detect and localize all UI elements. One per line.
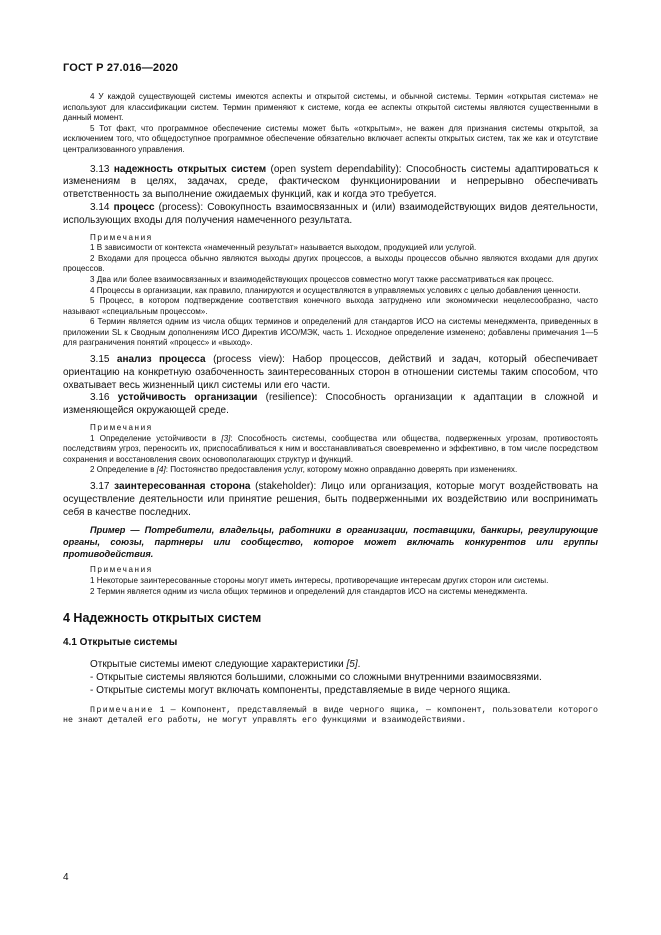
document-code: ГОСТ Р 27.016—2020	[63, 62, 179, 74]
note-paragraph: 4 У каждой существующей системы имеются аспекты и открытой системы, и обычной системы. Термин «открытая система» не используют для классификации систем. Термин применяют к системе, когда ее аспекты открытой системы являются существенными в данный момент.	[63, 92, 598, 123]
page-number: 4	[63, 872, 69, 883]
term-name: анализ процесса	[116, 354, 206, 366]
term-3-16	[63, 392, 598, 418]
note-paragraph: 4 Процессы в организации, как правило, планируются и осуществляются в управляемых условиях с целью добавления ценности.	[90, 285, 581, 295]
notes-heading: Примечания	[90, 565, 153, 575]
term-name: надежность открытых систем	[113, 163, 267, 175]
section-note	[63, 706, 598, 727]
term-3-15	[63, 354, 598, 392]
term-number: 3.16	[90, 392, 110, 404]
term-3-13	[63, 164, 598, 202]
reference-link: [5]	[346, 659, 358, 671]
term-name: устойчивость организации	[117, 392, 258, 404]
term-definition: (stakeholder): Лицо или организация, которые могут воздействовать на осуществление деятельности или принятие решения, быть подверженными их воздействию или воспринимать себя в качестве последних.	[63, 481, 598, 518]
term-number: 3.15	[90, 354, 110, 366]
note-paragraph: 2 Термин является одним из числа общих терминов и определений для стандартов ИСО на системы менеджмента.	[90, 586, 528, 596]
note-label: Примечание	[90, 705, 154, 715]
section-heading: 4 Надежность открытых систем	[63, 611, 262, 626]
notes-heading: Примечания	[90, 423, 153, 433]
note-text: 1 — Компонент, представляемый в виде черного ящика, — компонент, пользователи которого не знают деталей его работы, не могут управлять его функциями и взаимодействиями.	[63, 705, 598, 726]
term-3-14	[63, 202, 598, 228]
term-number: 3.14	[90, 201, 110, 213]
term-3-17	[63, 481, 598, 519]
note-paragraph: 6 Термин является одним из числа общих терминов и определений для стандартов ИСО на системы менеджмента, приведенных в приложении SL к Сводным дополнениям ИСО Директив ИСО/МЭК, часть 1. Исходное определение изменено; добавлены примечания 1—5 для разграничения понятий «процесс» и «выход».	[63, 317, 598, 348]
section-intro: Открытые системы имеют следующие характеристики [5].	[90, 659, 361, 671]
example-paragraph: Пример — Потребители, владельцы, работники в организации, поставщики, банкиры, регулирующие органы, союзы, партнеры или сообщество, которое может включать конкурентов или группы противодействия.	[63, 525, 598, 560]
note-paragraph: 2 Входами для процесса обычно являются выходы других процессов, а выходы процессов обычно являются входами для других процессов.	[63, 253, 598, 274]
note-paragraph: 3 Два или более взаимосвязанных и взаимодействующих процессов совместно могут также рассматриваться как процесс.	[90, 274, 554, 284]
term-definition: (open system dependability): Способность системы адаптироваться к изменениям в целях, задачах, среде, фактическом функционировании и непрерывно обеспечивать ответственность за выполнение ожидаемых функций, как и когда это требуется.	[63, 163, 599, 201]
term-name: заинтересованная сторона	[114, 481, 251, 493]
note-paragraph: 1 В зависимости от контекста «намеченный результат» называется выходом, продукцией или услугой.	[90, 243, 477, 253]
note-paragraph: 5 Процесс, в котором подтверждение соответствия конечного выхода затруднено или экономически нецелесообразно, часто называют «специальным процессом».	[63, 296, 598, 316]
list-item: - Открытые системы являются большими, сложными со сложными внутренними взаимосвязями.	[90, 672, 542, 683]
term-definition: (process): Совокупность взаимосвязанных и (или) взаимодействующих видов деятельности, использующих входы для получения намеченного результата.	[63, 201, 599, 226]
note-paragraph: 1 Некоторые заинтересованные стороны могут иметь интересы, противоречащие интересам других сторон или системы.	[90, 576, 549, 586]
note-paragraph: 5 Тот факт, что программное обеспечение системы может быть «открытым», не важен для признания системы открытой, за исключением того, что общедоступное программное обеспечение обязательно включает аспекты открытых систем, так же как и отсутствие централизованного управления.	[63, 123, 598, 154]
subsection-heading: 4.1 Открытые системы	[63, 637, 178, 649]
list-item: - Открытые системы могут включать компоненты, представляемые в виде черного ящика.	[90, 684, 511, 696]
reference-link: [3]	[221, 433, 231, 443]
page-body	[63, 92, 598, 727]
term-number: 3.13	[90, 163, 110, 175]
term-definition: (process view): Набор процессов, действий и задач, который обеспечивает ориентацию на конкретную озабоченность заинтересованных сторон в отношении системы таким способом, что охватывает весь жизненный цикл системы или его части.	[63, 354, 598, 391]
note-paragraph: 1 Определение устойчивости в [3]: Способность системы, сообщества или общества, подверженных угрозам, противостоять последствиям угроз, переносить их, приспосабливаться к ним и восстанавливаться своевременно и эффективно, в том числе посредством сохранения и восстановления своих основополагающих структур и функций.	[63, 433, 598, 464]
term-name: процесс	[113, 201, 155, 213]
characteristics-list	[63, 672, 598, 698]
note-paragraph: 2 Определение в [4]: Постоянство предоставления услуг, которому можно оправданно доверять при изменениях.	[90, 465, 518, 475]
term-number: 3.17	[90, 481, 110, 493]
notes-heading: Примечания	[90, 232, 153, 242]
term-definition: (resilience): Способность организации к адаптации в сложной и изменяющейся окружающей среде.	[63, 392, 599, 417]
reference-link: [4]	[156, 465, 166, 475]
